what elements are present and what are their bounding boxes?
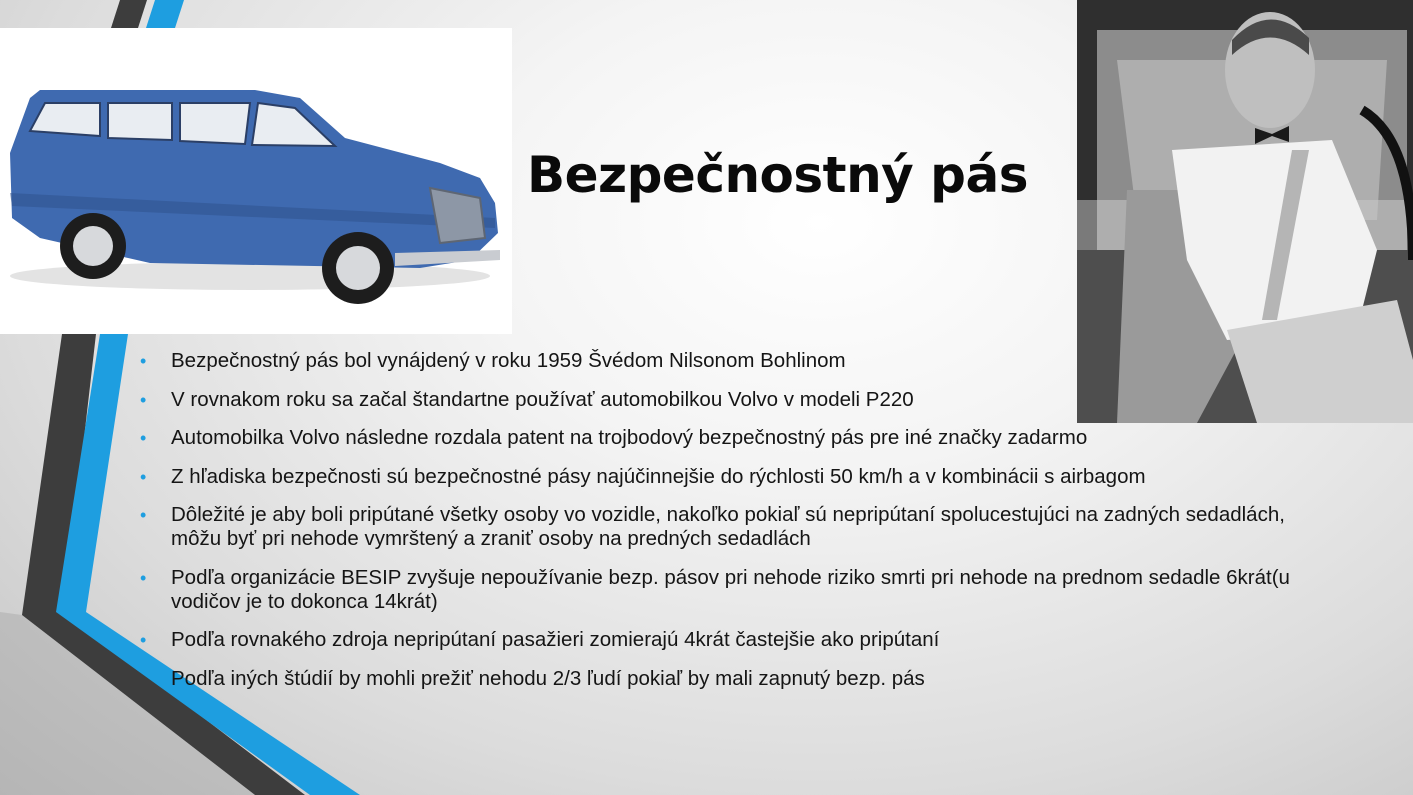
bullet-text: Automobilka Volvo následne rozdala patent na trojbodový bezpečnostný pás pre iné značky zadarmo bbox=[171, 426, 1088, 449]
bullet-item bbox=[140, 566, 1290, 614]
bullet-text: Podľa iných štúdií by mohli prežiť nehodu 2/3 ľudí pokiaľ by mali zapnutý bezp. pás bbox=[171, 666, 925, 690]
bullet-item bbox=[140, 667, 1290, 691]
bullet-dot-icon: • bbox=[140, 351, 147, 371]
bullet-text: Z hľadiska bezpečnosti sú bezpečnostné pásy najúčinnejšie do rýchlosti 50 km/h a v kombinácii s airbagom bbox=[171, 464, 1146, 488]
bullet-text: Dôležité je aby boli pripútané všetky osoby vo vozidle, nakoľko pokiaľ sú nepripútaní spolucestujúci na zadných sedadlách, môžu byť pri nehode vymrštený a zraniť osoby na predných sedadlách bbox=[171, 503, 1285, 550]
bullet-text: Podľa rovnakého zdroja nepripútaní pasažieri zomierajú 4krát častejšie ako pripútaní bbox=[171, 628, 940, 651]
volvo-car-photo bbox=[0, 28, 512, 334]
bullet-dot-icon: • bbox=[140, 630, 147, 650]
bullet-dot-icon: • bbox=[140, 389, 147, 410]
bullet-text: Bezpečnostný pás bol vynájdený v roku 1959 Švédom Nilsonom Bohlinom bbox=[171, 349, 846, 372]
bullet-item bbox=[140, 465, 1290, 489]
bullet-text: V rovnakom roku sa začal štandartne používať automobilkou Volvo v modeli P220 bbox=[171, 387, 914, 411]
bullet-item bbox=[140, 628, 1290, 652]
bullet-list bbox=[140, 349, 1290, 705]
bullet-text: Podľa organizácie BESIP zvyšuje nepoužívanie bezp. pásov pri nehode riziko smrti pri nehode na prednom sedadle 6krát(u vodičov je to dokonca 14krát) bbox=[171, 565, 1290, 613]
bullet-item bbox=[140, 388, 1290, 412]
bullet-dot-icon: • bbox=[140, 428, 147, 448]
bullet-dot-icon: • bbox=[140, 505, 147, 525]
bullet-dot-icon: • bbox=[140, 567, 147, 588]
slide-title: Bezpečnostný pás bbox=[527, 146, 1028, 204]
bullet-dot-icon: • bbox=[140, 466, 147, 487]
bullet-item bbox=[140, 426, 1290, 450]
bullet-item bbox=[140, 503, 1290, 551]
bullet-item bbox=[140, 349, 1290, 373]
